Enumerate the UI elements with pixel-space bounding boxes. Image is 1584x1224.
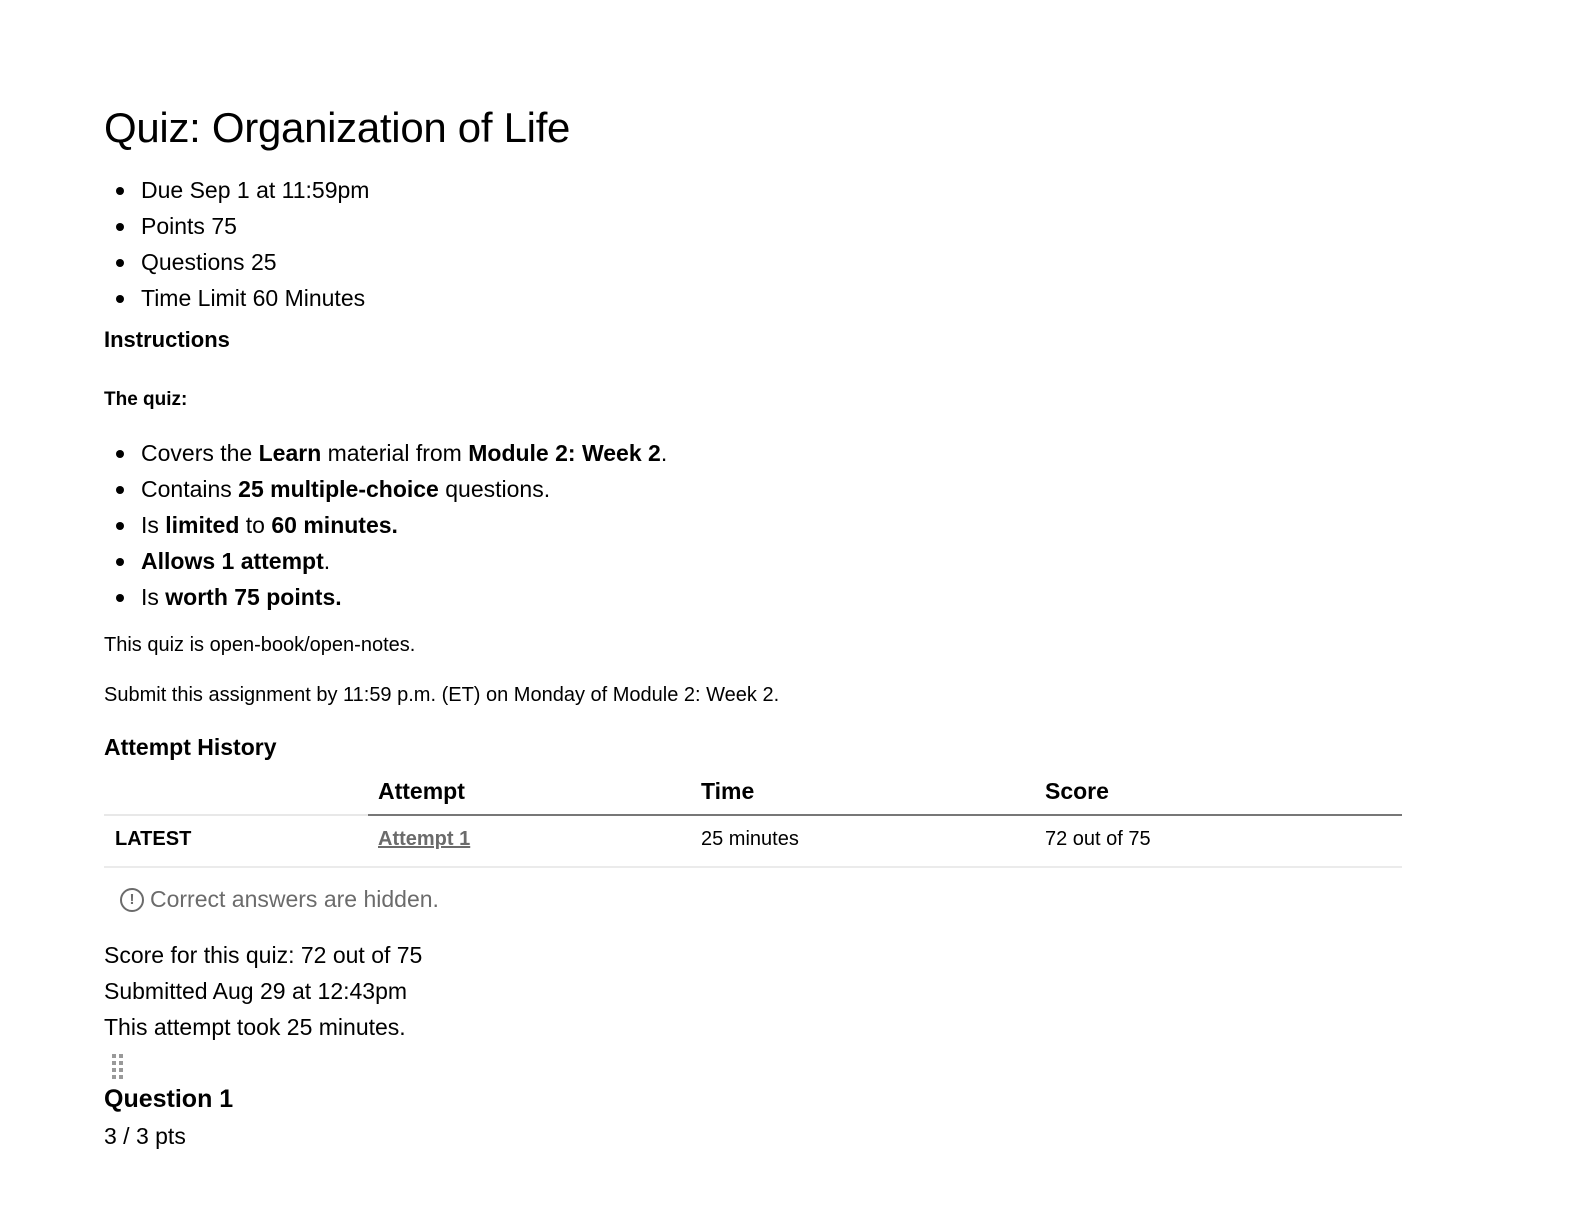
question-title: Question 1 xyxy=(104,1085,234,1113)
drag-handle-icon[interactable] xyxy=(112,1054,123,1079)
table-row xyxy=(104,816,1402,868)
duration-line: This attempt took 25 minutes. xyxy=(104,1014,406,1040)
instruction-item: Is worth 75 points. xyxy=(141,579,667,615)
attempt-history-table xyxy=(104,770,1402,868)
latest-label: LATEST xyxy=(115,828,192,850)
open-book-note: This quiz is open-book/open-notes. xyxy=(104,634,416,656)
attempt-history-heading: Attempt History xyxy=(104,734,277,760)
instructions-list xyxy=(104,435,667,615)
due-date: Due Sep 1 at 11:59pm xyxy=(141,172,369,208)
quiz-meta-list xyxy=(104,172,369,316)
instruction-item: Allows 1 attempt. xyxy=(141,543,667,579)
instruction-item: Covers the Learn material from Module 2: Week 2. xyxy=(141,435,667,471)
column-header-attempt: Attempt xyxy=(378,778,465,804)
notice-text: Correct answers are hidden. xyxy=(150,886,439,912)
exclamation-circle-icon: ! xyxy=(120,888,144,912)
quiz-subheading: The quiz: xyxy=(104,389,188,410)
attempt-score: 72 out of 75 xyxy=(1045,828,1151,850)
submit-note: Submit this assignment by 11:59 p.m. (ET) on Monday of Module 2: Week 2. xyxy=(104,684,780,706)
column-header-score: Score xyxy=(1045,778,1109,804)
attempt-1-link[interactable]: Attempt 1 xyxy=(378,828,471,850)
points: Points 75 xyxy=(141,208,369,244)
question-count: Questions 25 xyxy=(141,244,369,280)
attempt-time: 25 minutes xyxy=(701,828,799,850)
instruction-item: Contains 25 multiple-choice questions. xyxy=(141,471,667,507)
score-line: Score for this quiz: 72 out of 75 xyxy=(104,942,423,968)
submitted-line: Submitted Aug 29 at 12:43pm xyxy=(104,978,408,1004)
question-points: 3 / 3 pts xyxy=(104,1123,186,1149)
table-header xyxy=(104,770,1402,816)
column-header-time: Time xyxy=(701,778,755,804)
answers-hidden-notice xyxy=(120,886,439,913)
instruction-item: Is limited to 60 minutes. xyxy=(141,507,667,543)
time-limit: Time Limit 60 Minutes xyxy=(141,280,369,316)
instructions-heading: Instructions xyxy=(104,327,230,352)
page-title: Quiz: Organization of Life xyxy=(104,104,571,151)
result-summary xyxy=(104,937,422,1045)
